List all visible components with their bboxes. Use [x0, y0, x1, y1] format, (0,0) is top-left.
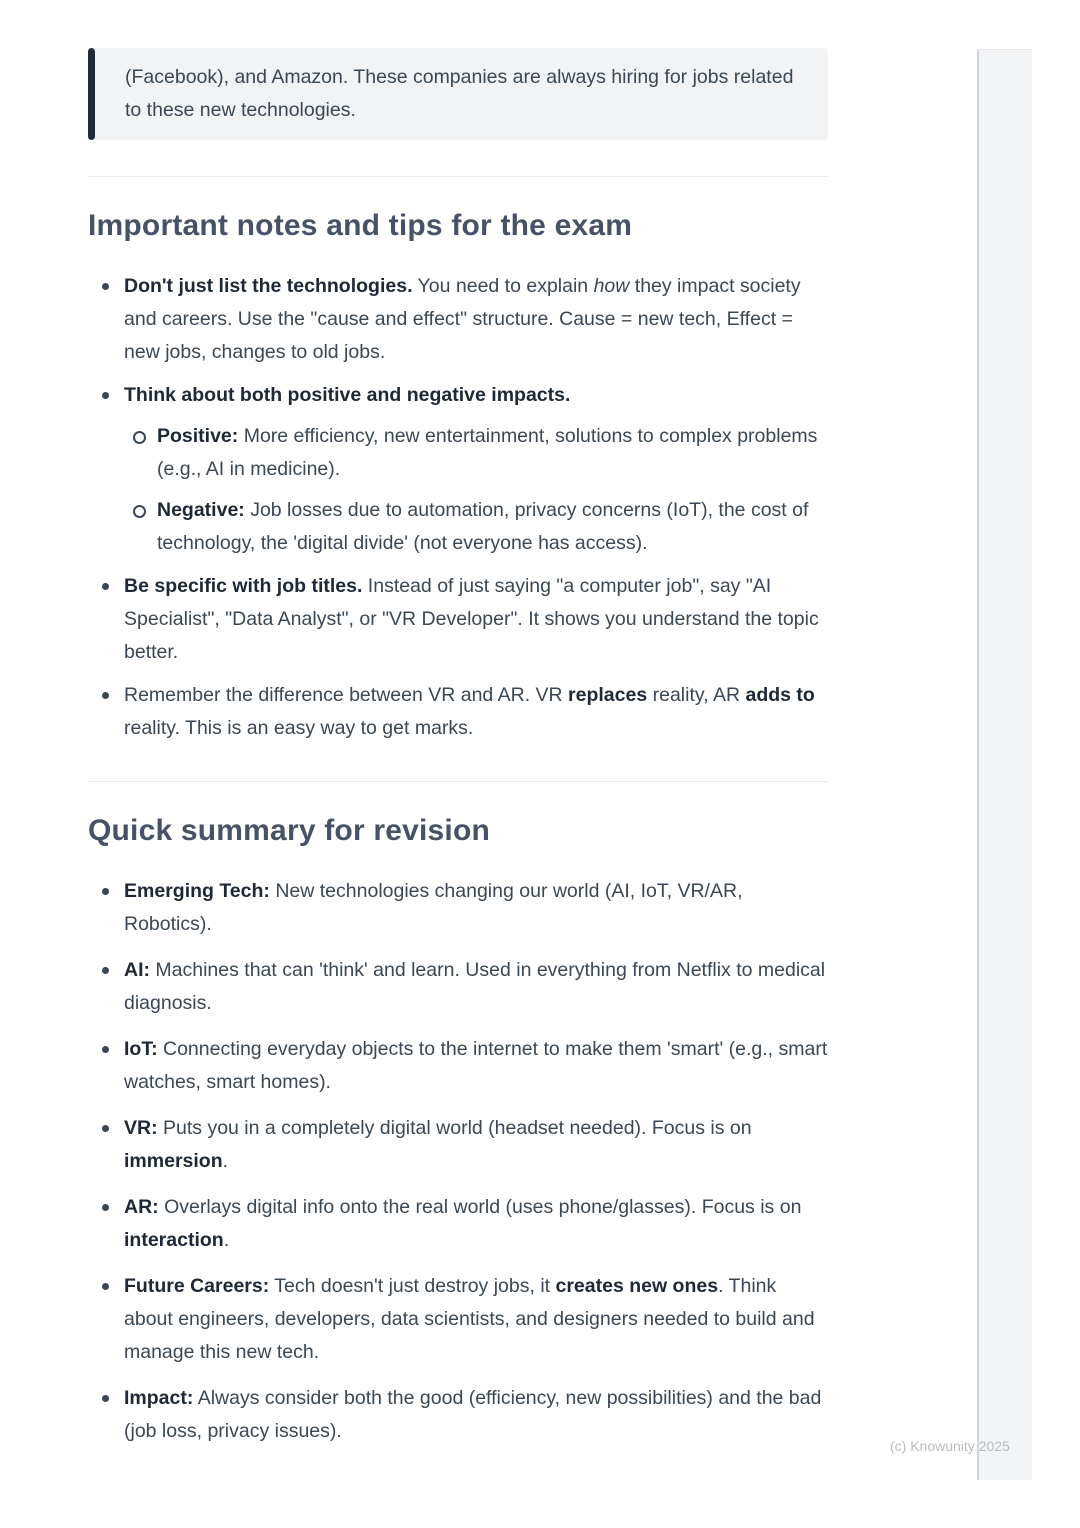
important-notes-list [88, 270, 828, 745]
section-divider [88, 781, 828, 782]
copyright-credit: (c) Knowunity 2025 [890, 1438, 1010, 1454]
blockquote-left-bar [88, 48, 95, 140]
list-item: Remember the difference between VR and AR. VR replaces reality, AR adds to reality. This is an easy way to get marks. [88, 679, 828, 745]
list-item [88, 379, 828, 560]
sub-list-item: Positive: More efficiency, new entertainment, solutions to complex problems (e.g., AI in medicine). [124, 420, 828, 486]
list-item: Be specific with job titles. Instead of just saying "a computer job", say "AI Specialist", "Data Analyst", or "VR Developer". It shows you understand the topic better. [88, 570, 828, 669]
impacts-sublist [124, 420, 828, 560]
list-item: Don't just list the technologies. You need to explain how they impact society and careers. Use the "cause and effect" structure. Cause = new tech, Effect = new jobs, changes to old jobs. [88, 270, 828, 369]
list-item: VR: Puts you in a completely digital world (headset needed). Focus is on immersion. [88, 1112, 828, 1178]
list-item: Emerging Tech: New technologies changing our world (AI, IoT, VR/AR, Robotics). [88, 875, 828, 941]
heading-important-notes: Important notes and tips for the exam [88, 209, 633, 242]
blockquote-text: (Facebook), and Amazon. These companies are always hiring for jobs related to these new technologies. [95, 48, 828, 140]
list-item: Future Careers: Tech doesn't just destroy jobs, it creates new ones. Think about engineers, developers, data scientists, and designers needed to build and manage this new tech. [88, 1270, 828, 1369]
list-item: AI: Machines that can 'think' and learn. Used in everything from Netflix to medical diagnosis. [88, 954, 828, 1020]
document-page [88, 0, 828, 1461]
list-item: IoT: Connecting everyday objects to the internet to make them 'smart' (e.g., smart watches, smart homes). [88, 1033, 828, 1099]
blockquote [88, 48, 828, 140]
list-item: AR: Overlays digital info onto the real world (uses phone/glasses). Focus is on interaction. [88, 1191, 828, 1257]
heading-quick-summary: Quick summary for revision [88, 814, 491, 847]
section-divider [88, 176, 828, 177]
list-item-text: Think about both positive and negative impacts. [124, 384, 571, 406]
list-item: Impact: Always consider both the good (efficiency, new possibilities) and the bad (job loss, privacy issues). [88, 1382, 828, 1448]
sub-list-item: Negative: Job losses due to automation, privacy concerns (IoT), the cost of technology, the 'digital divide' (not everyone has access). [124, 494, 828, 560]
adjacent-page-edge [977, 49, 1032, 1480]
quick-summary-list [88, 875, 828, 1448]
